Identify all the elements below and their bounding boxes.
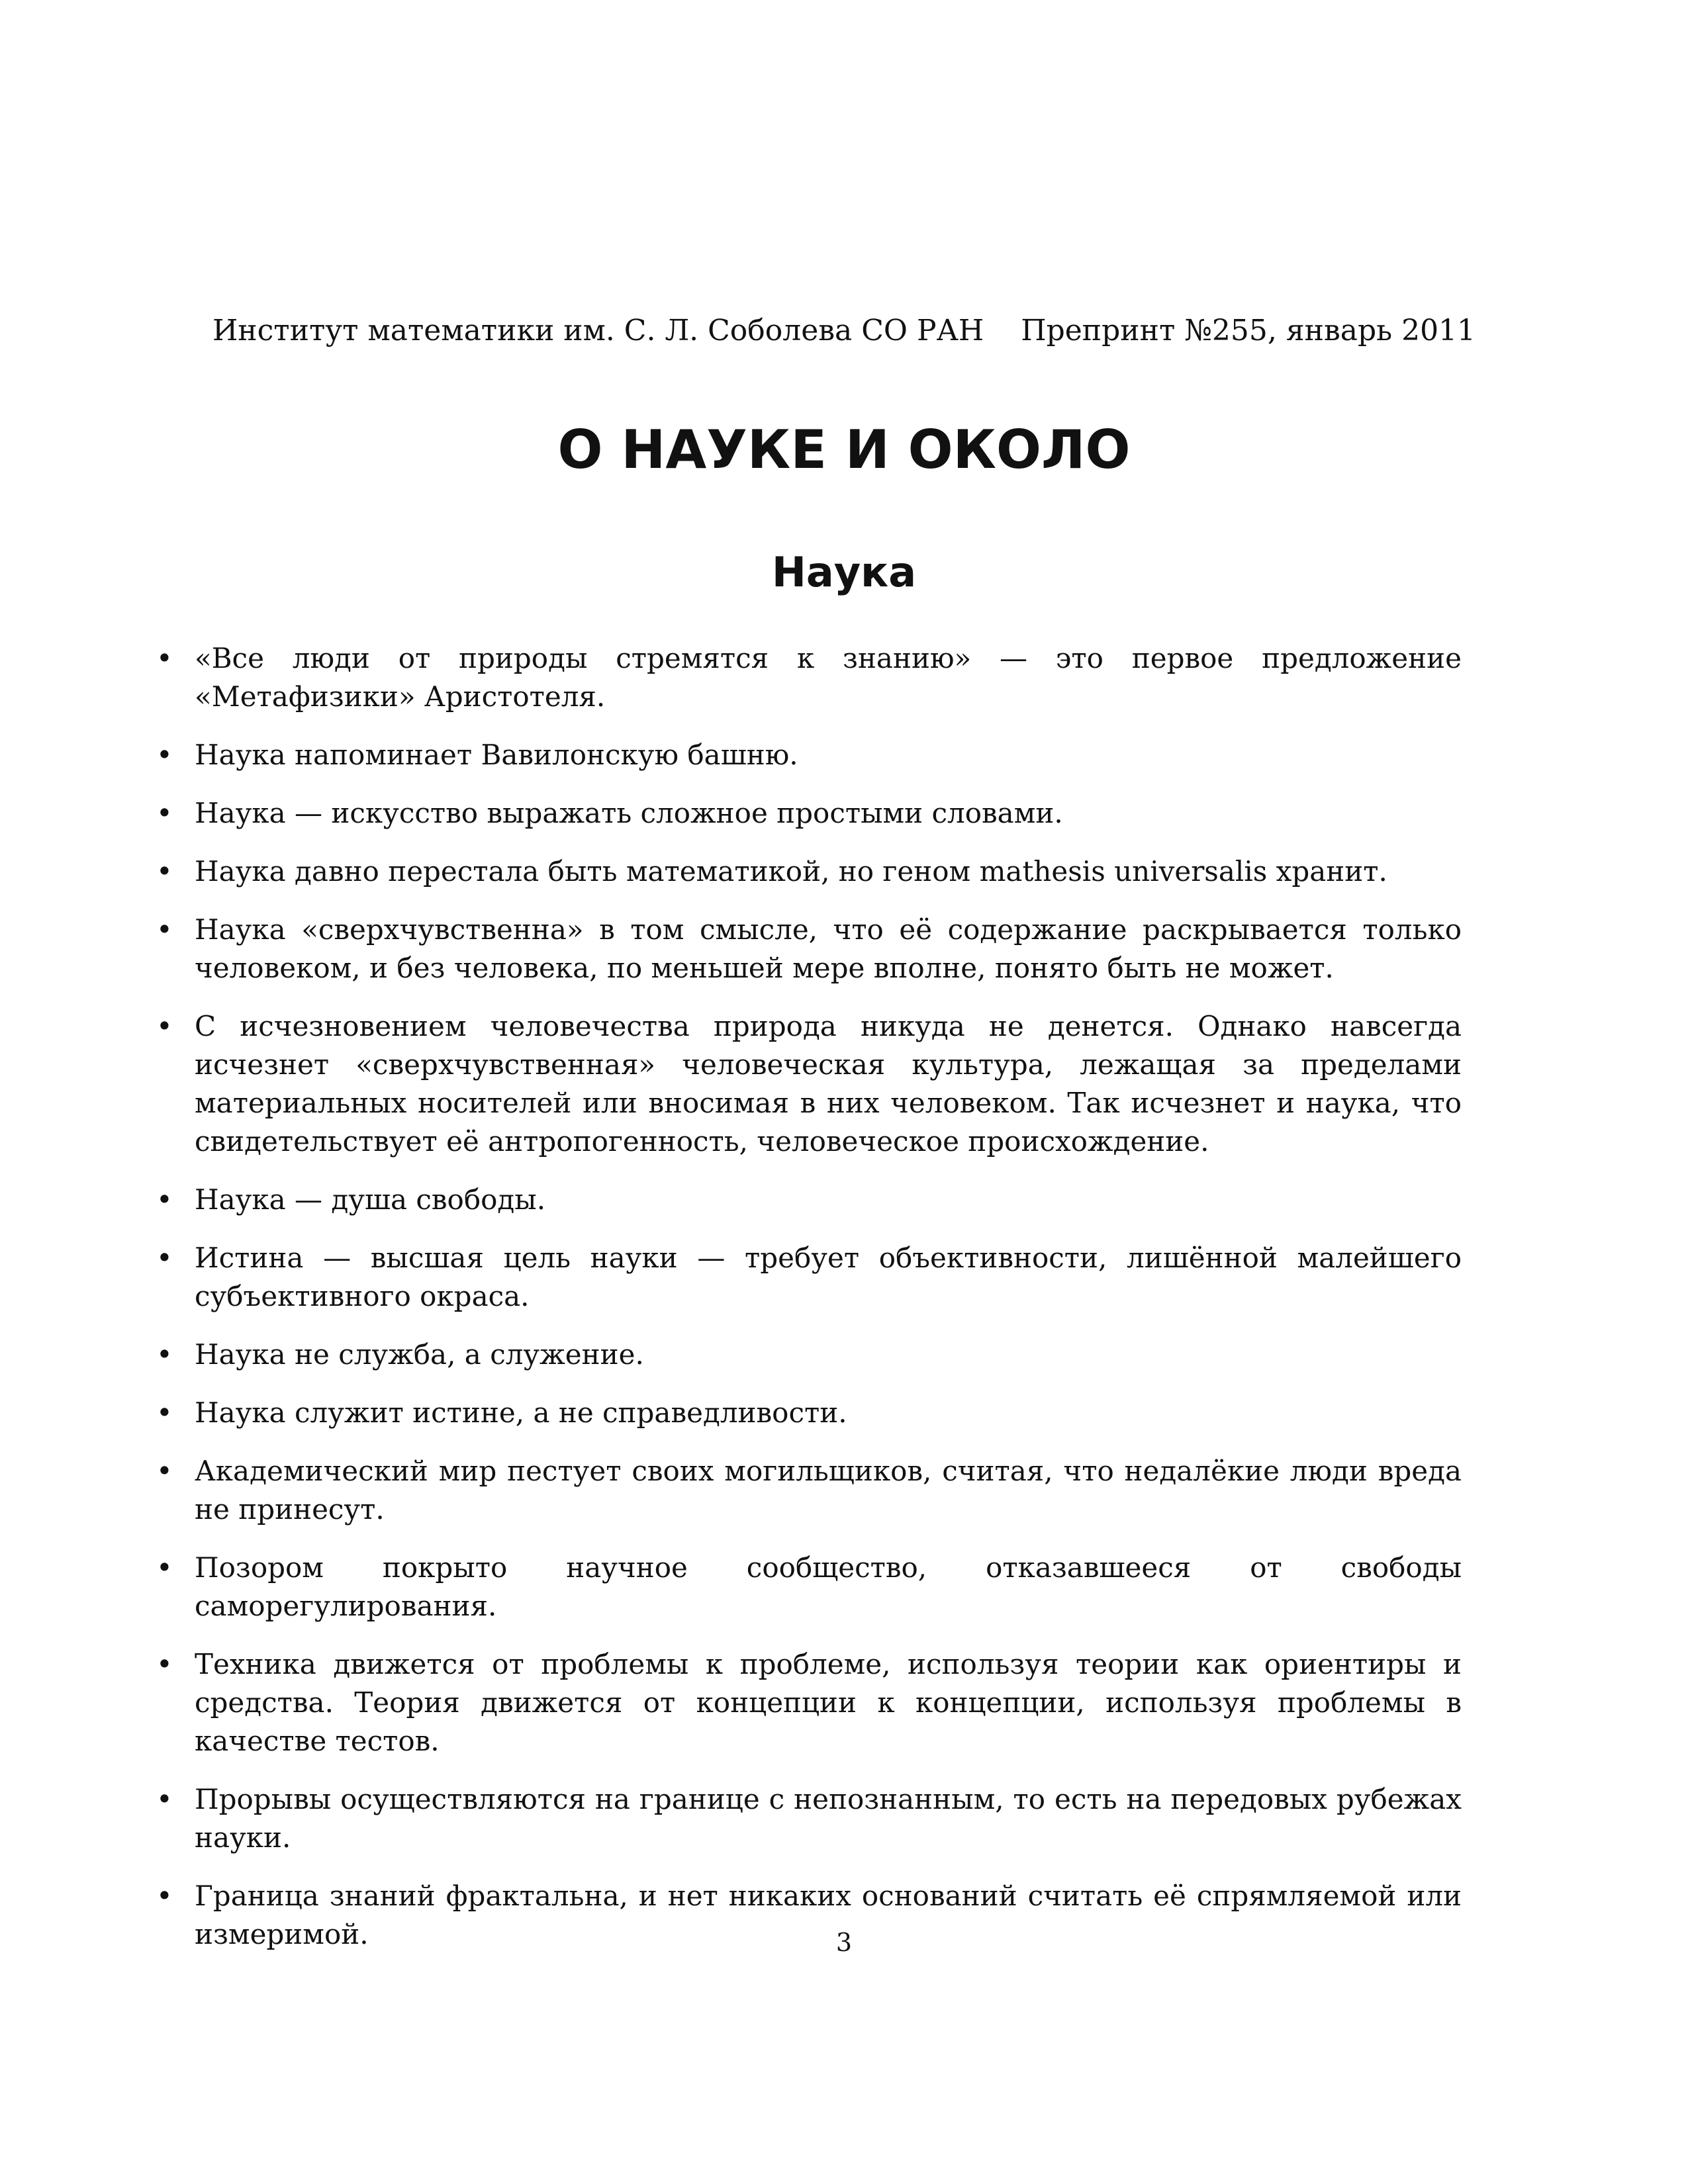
list-item-text: «Все люди от природы стремятся к знанию» — это первое предложение «Метафизики» Аристотеля. [195, 642, 1462, 713]
list-item [151, 794, 1462, 833]
bullet-icon: • [156, 1551, 173, 1584]
list-item [151, 1645, 1462, 1760]
document-title: О НАУКЕ И ОКОЛО [557, 419, 1131, 480]
list-item [151, 911, 1462, 987]
list-item-text: Наука давно перестала быть математикой, но геном mathesis universalis хранит. [195, 855, 1387, 887]
bullet-icon: • [156, 913, 173, 946]
list-item-text: Наука — душа свободы. [195, 1183, 546, 1216]
page-number: 3 [835, 1928, 853, 1957]
list-item-text: Академический мир пестует своих могильщиков, считая, что недалёкие люди вреда не принесут. [195, 1455, 1462, 1525]
list-item [151, 1336, 1462, 1374]
list-item [151, 1452, 1462, 1529]
list-item [151, 1181, 1462, 1219]
list-item-text: Позором покрыто научное сообщество, отказавшееся от свободы саморегулирования. [195, 1551, 1462, 1622]
bullet-icon: • [156, 1338, 173, 1371]
bullet-icon: • [156, 739, 173, 771]
list-item-text: Прорывы осуществляются на границе с непознанным, то есть на передовых рубежах науки. [195, 1783, 1462, 1854]
bullet-icon: • [156, 1010, 173, 1042]
list-item [151, 1780, 1462, 1857]
list-item [151, 736, 1462, 774]
list-item [151, 639, 1462, 716]
bullet-icon: • [156, 1880, 173, 1912]
list-item-text: Наука «сверхчувственна» в том смысле, что её содержание раскрывается только человеком, и без человека, по меньшей мере вполне, понято быть не может. [195, 913, 1462, 984]
list-item-text: С исчезновением человечества природа никуда не денется. Однако навсегда исчезнет «сверхчувственная» человеческая культура, лежащая за пределами материальных носителей или вносимая в них человеком. Так исчезнет и наука, что свидетельствует её антропогенность, человеческое происхождение. [195, 1010, 1462, 1158]
bullet-icon: • [156, 1396, 173, 1429]
preprint-header [199, 311, 1489, 351]
list-item-text: Наука напоминает Вавилонскую башню. [195, 739, 798, 771]
list-item [151, 1394, 1462, 1432]
list-item [151, 852, 1462, 891]
bullet-icon: • [156, 797, 173, 829]
bullet-icon: • [156, 1242, 173, 1274]
list-item [151, 1007, 1462, 1161]
list-item [151, 1239, 1462, 1316]
section-title: Наука [771, 548, 917, 596]
bullet-icon: • [156, 642, 173, 674]
bullet-list [151, 639, 1462, 1974]
list-item [151, 1549, 1462, 1625]
list-item-text: Истина — высшая цель науки — требует объективности, лишённой малейшего субъективного окраса. [195, 1242, 1462, 1312]
bullet-icon: • [156, 1183, 173, 1216]
list-item-text: Техника движется от проблемы к проблеме, используя теории как ориентиры и средства. Теория движется от концепции к концепции, используя проблемы в качестве тестов. [195, 1648, 1462, 1757]
preprint-info: Препринт №255, январь 2011 [1021, 314, 1476, 347]
list-item-text: Наука не служба, а служение. [195, 1338, 644, 1371]
institute-name: Институт математики им. С. Л. Соболева СО РАН [212, 314, 984, 347]
bullet-icon: • [156, 1648, 173, 1680]
bullet-icon: • [156, 855, 173, 887]
list-item-text: Граница знаний фрактальна, и нет никаких оснований считать её спрямляемой или измеримой. [195, 1880, 1462, 1950]
bullet-icon: • [156, 1783, 173, 1815]
list-item-text: Наука — искусство выражать сложное простыми словами. [195, 797, 1063, 829]
bullet-icon: • [156, 1455, 173, 1487]
list-item-text: Наука служит истине, а не справедливости. [195, 1396, 847, 1429]
